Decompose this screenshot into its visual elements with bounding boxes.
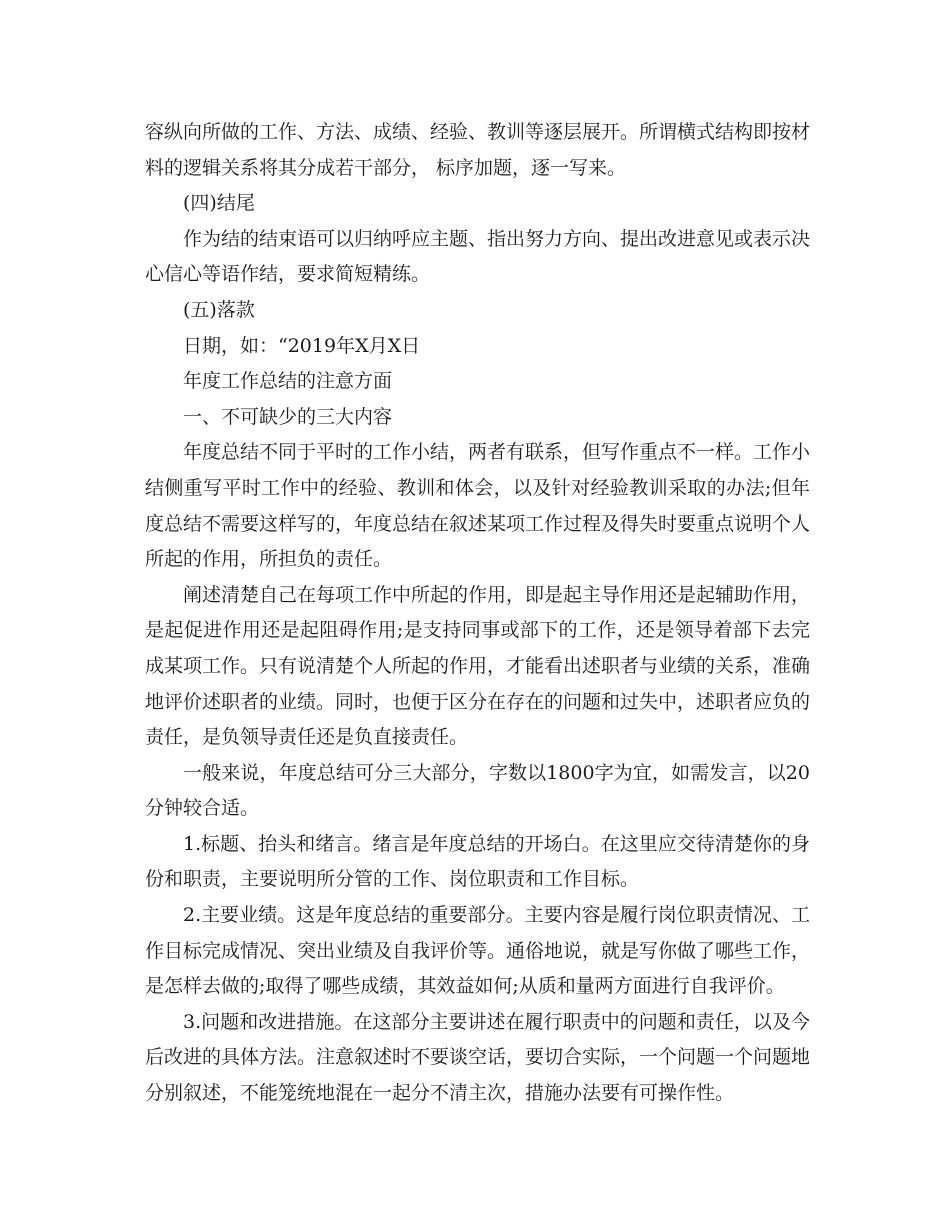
document-body	[145, 115, 810, 1112]
heading-ending: (四)结尾	[183, 192, 255, 215]
list-item-title-intro: 1.标题、抬头和绪言。绪言是年度总结的开场白。在这里应交待清楚你的身份和职责，主要说明所分管的工作、岗位职责和工作目标。	[145, 832, 810, 891]
paragraph-three-parts: 一般来说，年度总结可分三大部分，字数以1800字为宜，如需发言，以20分钟较合适。	[145, 761, 810, 820]
list-item-main-achievements: 2.主要业绩。这是年度总结的重要部分。主要内容是履行岗位职责情况、工作目标完成情况、突出业绩及自我评价等。通俗地说，就是写你做了哪些工作，是怎样去做的;取得了哪些成绩，其效益如何;从质和量两方面进行自我评价。	[145, 904, 811, 998]
list-item-problems-measures: 3.问题和改进措施。在这部分主要讲述在履行职责中的问题和责任，以及今后改进的具体方法。注意叙述时不要谈空话，要切合实际，一个问题一个问题地分别叙述，不能笼统地混在一起分不清主次，措施办法要有可操作性。	[145, 1010, 811, 1105]
paragraph-structure-continued: 容纵向所做的工作、方法、成绩、经验、教训等逐层展开。所谓横式结构即按材料的逻辑关系将其分成若干部分， 标序加题，逐一写来。	[145, 121, 811, 179]
section-title-notes: 年度工作总结的注意方面	[183, 370, 393, 393]
paragraph-ending: 作为结的结束语可以归纳呼应主题、指出努力方向、提出改进意见或表示决心信心等语作结，要求简短精练。	[145, 227, 811, 286]
paragraph-annual-vs-routine: 年度总结不同于平时的工作小结，两者有联系，但写作重点不一样。工作小结侧重写平时工作中的经验、教训和体会，以及针对经验教训采取的办法;但年度总结不需要这样写的，年度总结在叙述某项工作过程及得失时要重点说明个人所起的作用，所担负的责任。	[145, 441, 811, 571]
paragraph-date-example: 日期，如：“2019年X月X日	[183, 334, 421, 357]
heading-signature: (五)落款	[183, 298, 255, 321]
paragraph-role-explanation: 阐述清楚自己在每项工作中所起的作用，即是起主导作用还是起辅助作用，是起促进作用还是起阻碍作用;是支持同事或部下的工作，还是领导着部下去完成某项工作。只有说清楚个人所起的作用，才能看出述职者与业绩的关系，准确地评价述职者的业绩。同时，也便于区分在存在的问题和过失中，述职者应负的责任，是负领导责任还是负直接责任。	[145, 583, 811, 749]
heading-three-contents: 一、不可缺少的三大内容	[183, 405, 393, 428]
